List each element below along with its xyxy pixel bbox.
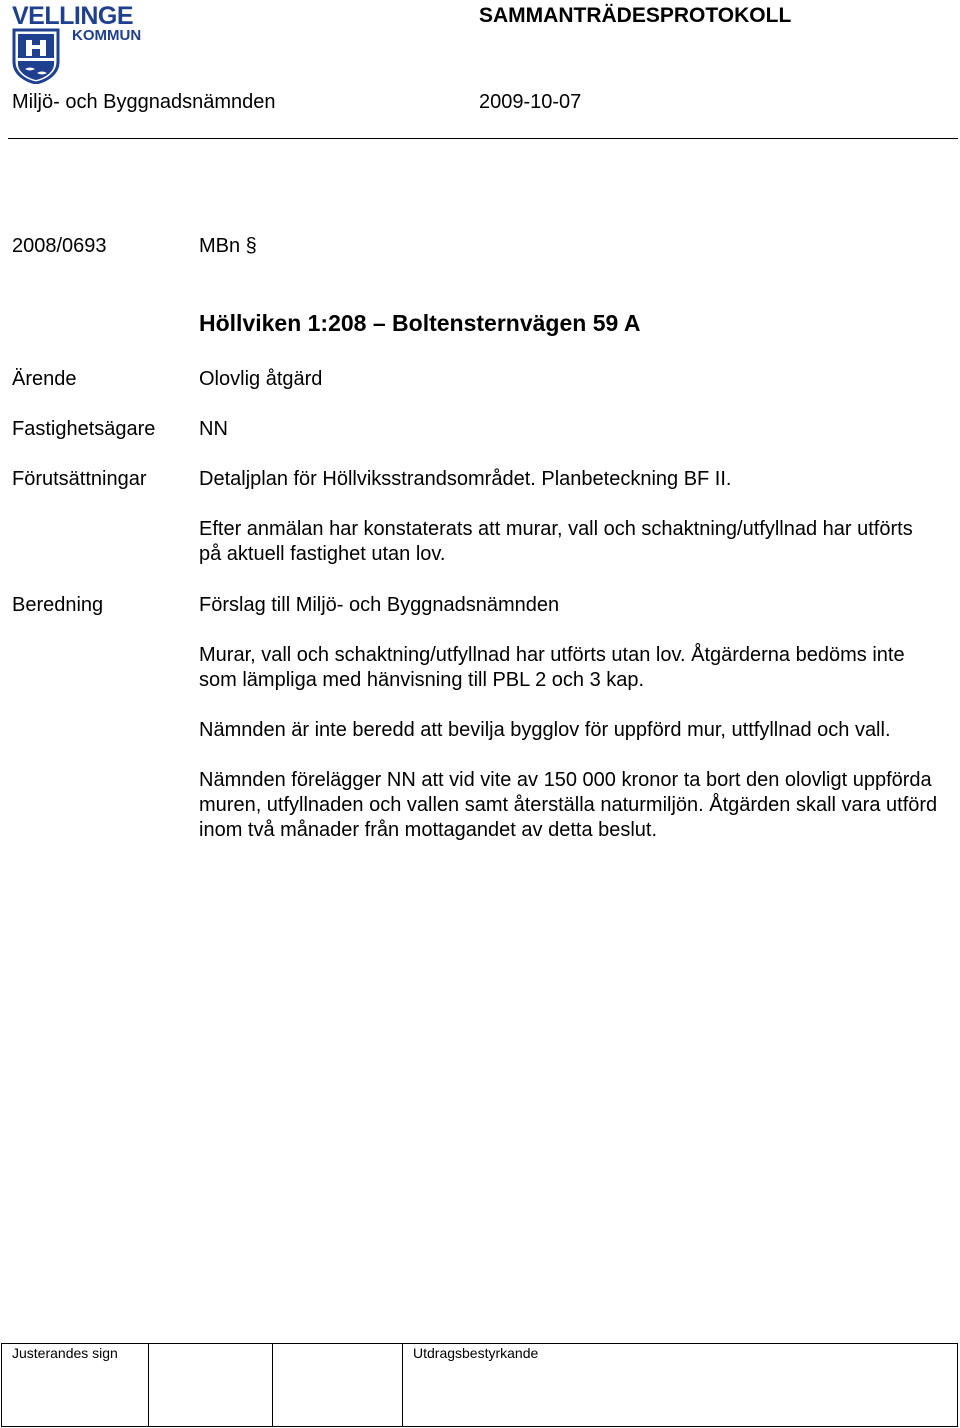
committee-name: Miljö- och Byggnadsnämnden: [12, 91, 276, 113]
meeting-date: 2009-10-07: [479, 91, 582, 113]
signature-label: Justerandes sign: [12, 1345, 118, 1361]
proposal-paragraph-3: Nämnden förelägger NN att vid vite av 150 000 kronor ta bort den olovligt uppförda muren, utfyllnaden och vallen samt återställa naturmiljön. Åtgärden skall vara utförd inom två månader från mottagandet av detta beslut.: [199, 769, 938, 841]
case-number: 2008/0693: [12, 235, 107, 257]
signature-table: [1, 1343, 958, 1427]
prerequisites-text: Efter anmälan har konstaterats att murar, vall och schaktning/utfyllnad har utförts på aktuell fastighet utan lov.: [199, 518, 913, 565]
property-heading: Höllviken 1:208 – Boltensternvägen 59 A: [199, 310, 641, 336]
owner-value: NN: [199, 418, 228, 440]
prerequisites-label: Förutsättningar: [12, 468, 147, 490]
extract-certification-cell: [403, 1344, 957, 1426]
extract-certification-label: Utdragsbestyrkande: [413, 1345, 539, 1361]
municipality-logo: [12, 2, 142, 82]
coat-of-arms-icon: [12, 28, 60, 84]
section-reference: MBn §: [199, 235, 257, 257]
logo-name: VELLINGE: [12, 2, 134, 30]
signature-cell-2: [149, 1344, 273, 1426]
arende-label: Ärende: [12, 368, 77, 390]
arende-value: Olovlig åtgärd: [199, 368, 323, 390]
prerequisites-value: Detaljplan för Höllviksstrandsområdet. Planbeteckning BF II.: [199, 468, 732, 490]
logo-subtitle: KOMMUN: [72, 27, 142, 44]
signature-cell-1: [2, 1344, 149, 1426]
signature-cell-3: [273, 1344, 403, 1426]
proposal-paragraph-1: Murar, vall och schaktning/utfyllnad har utförts utan lov. Åtgärderna bedöms inte som lämpliga med hänvisning till PBL 2 och 3 kap.: [199, 644, 905, 691]
preparation-value: Förslag till Miljö- och Byggnadsnämnden: [199, 594, 560, 616]
header-divider: [8, 138, 958, 139]
proposal-paragraph-2: Nämnden är inte beredd att bevilja bygglov för uppförd mur, uttfyllnad och vall.: [199, 719, 891, 741]
owner-label: Fastighetsägare: [12, 418, 156, 440]
preparation-label: Beredning: [12, 594, 104, 616]
document-type-title: SAMMANTRÄDESPROTOKOLL: [479, 4, 792, 27]
